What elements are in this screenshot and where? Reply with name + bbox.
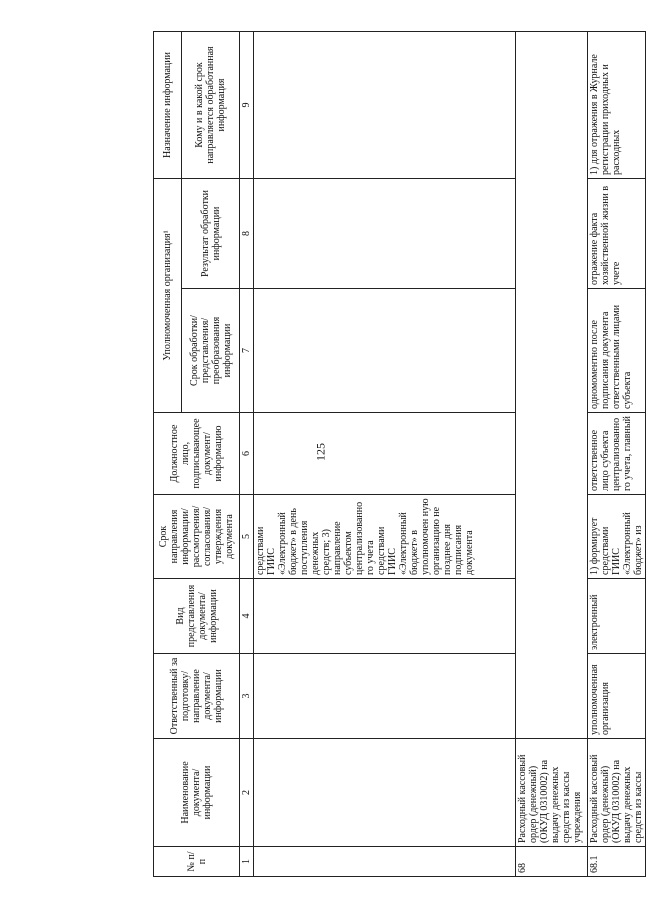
page-number: 125 (313, 443, 328, 461)
column-number: 3 (240, 654, 254, 739)
row-processing-time (254, 289, 516, 413)
column-number: 9 (240, 31, 254, 178)
table-row-continuation (254, 31, 516, 876)
row-signer (254, 413, 516, 495)
header-col-signer: Должностное лицо, подписывающее документ/ информацию (154, 413, 240, 495)
column-number: 7 (240, 289, 254, 413)
column-number: 2 (240, 739, 254, 847)
table-row-68-1 (588, 31, 646, 876)
row-recipient: 1) для отражения в Журнале регистрации приходных и расходных (588, 31, 646, 178)
column-number: 4 (240, 579, 254, 654)
column-number: 6 (240, 413, 254, 495)
header-col-deadline: Срок направления информации/ рассмотрения/ согласования/ утверждения документа (154, 495, 240, 579)
row-form (254, 579, 516, 654)
table-row-68 (516, 31, 588, 876)
row-name (254, 739, 516, 847)
row-num: 68 (516, 847, 588, 877)
row-num: 68.1 (588, 847, 646, 877)
row-result: отражение факта хозяйственной жизни в учете (588, 178, 646, 288)
header-col-result: Результат обработки информации (182, 178, 240, 288)
header-col-processing-time: Срок обработки/ представления/ преобразования информации (182, 289, 240, 413)
header-org-group: Уполномоченная организация¹ (154, 178, 182, 412)
row-num (254, 847, 516, 877)
header-purpose-group: Назначение информации (154, 31, 182, 178)
row-responsible: уполномоченная организация (588, 654, 646, 739)
header-col-num: № п/п (154, 847, 240, 877)
row-responsible (254, 654, 516, 739)
rotated-table-container (153, 32, 644, 877)
header-col-name: Наименование документа/ информации (154, 739, 240, 847)
column-number: 8 (240, 178, 254, 288)
row-deadline: 1) формирует средствами ГИИС «Электронный бюджет» из (588, 495, 646, 579)
row-result (254, 178, 516, 288)
row-recipient (254, 31, 516, 178)
header-col-responsible: Ответственный за подготовку/ направление документа/ информации (154, 654, 240, 739)
row-deadline: средствами ГИИС «Электронный бюджет» в день поступления денежных средств; 3) направление субъектом централизованно го учета средствами ГИИС «Электронный бюджет» в уполномочен ную организацию не позднее дня подписания документа (254, 495, 516, 579)
header-col-form: Вид представления документа/ информации (154, 579, 240, 654)
row-signer: ответственное лицо субъекта централизованно го учета, главный (588, 413, 646, 495)
row-name: Расходный кассовый ордер (денежный) (ОКУД 0310002) на выдачу денежных средств из кассы (588, 739, 646, 847)
column-number: 1 (240, 847, 254, 877)
document-table (153, 31, 646, 877)
row-merged-empty (516, 31, 588, 738)
header-col-recipient: Кому и в какой срок направляется обработанная информация (182, 31, 240, 178)
row-processing-time: одномоментно после подписания документа ответственными лицами субъекта (588, 289, 646, 413)
row-form: электронный (588, 579, 646, 654)
row-name: Расходный кассовый ордер (денежный) (ОКУД 0310002) на выдачу денежных средств из кассы учреждения (516, 739, 588, 847)
column-number: 5 (240, 495, 254, 579)
